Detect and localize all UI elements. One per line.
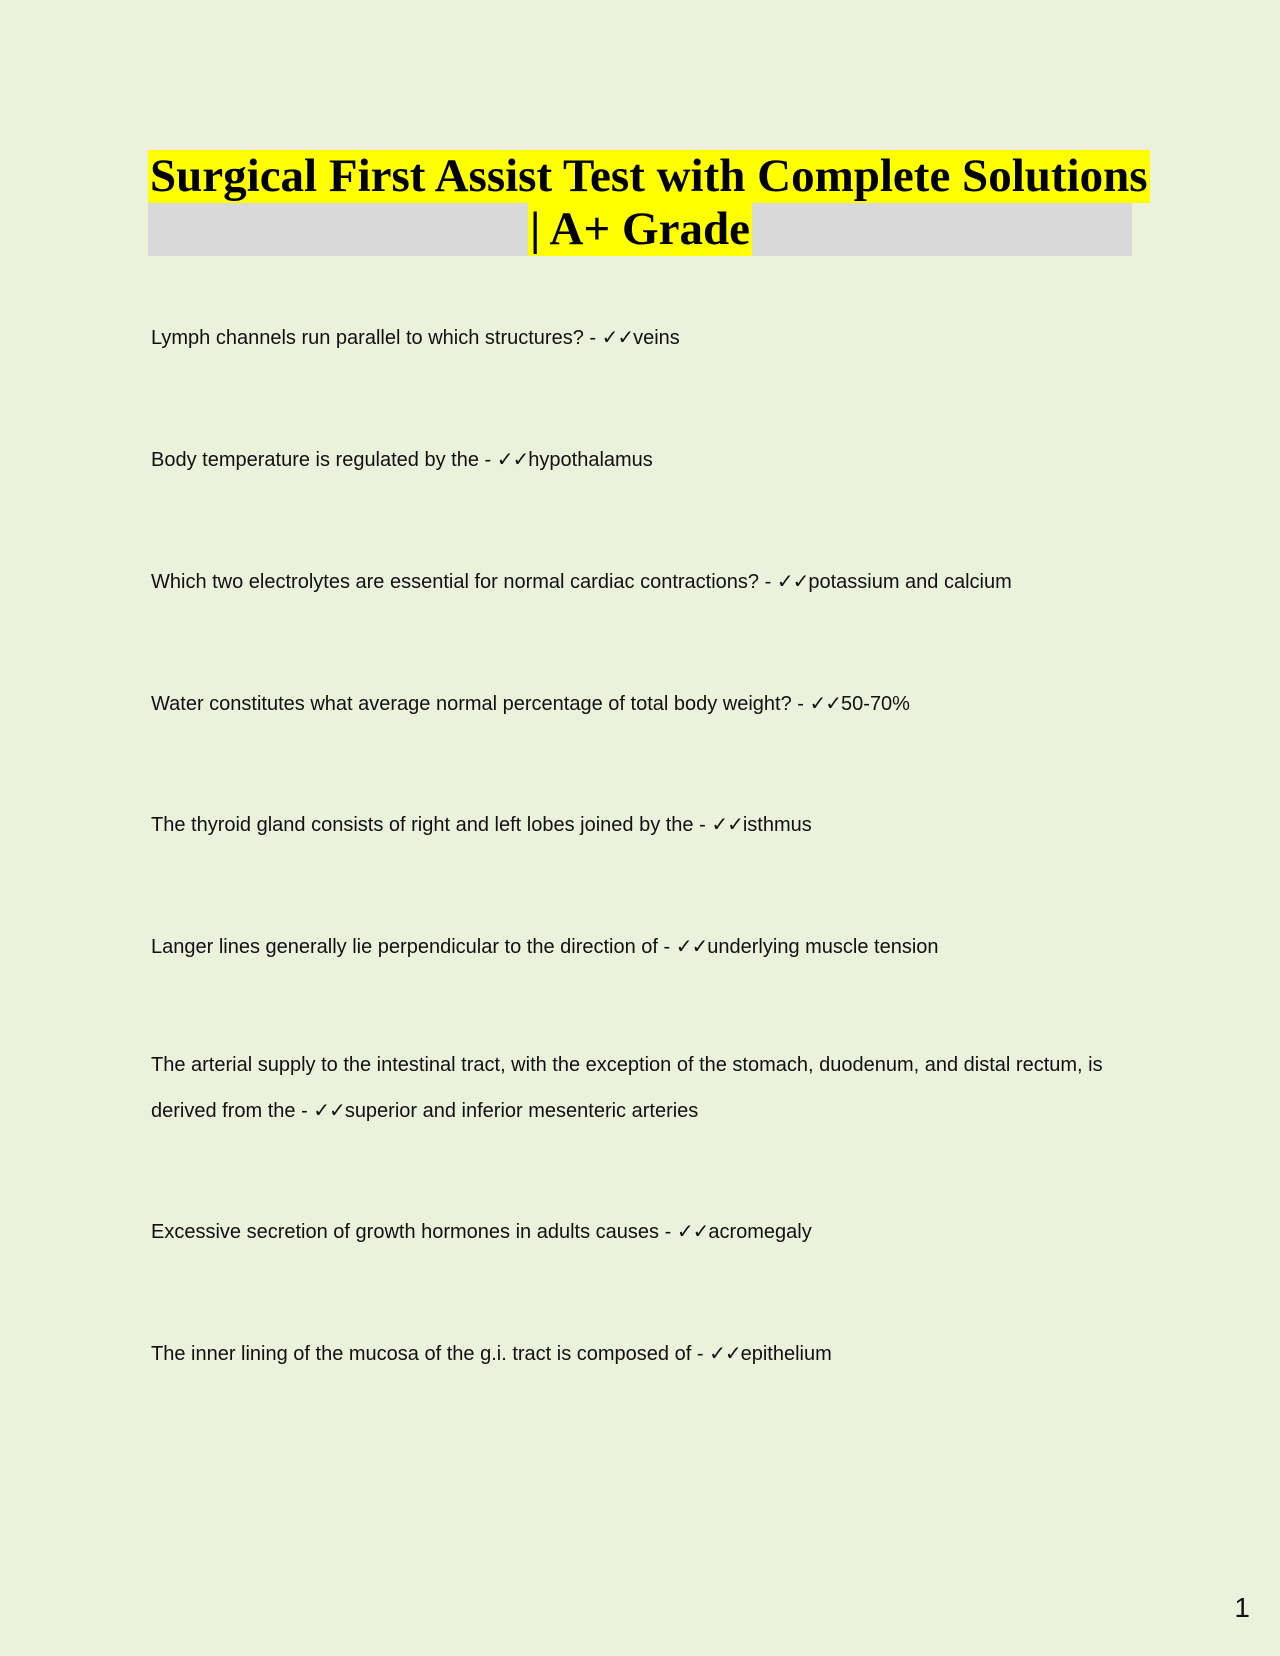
separator: - xyxy=(295,1100,314,1122)
double-check-icon: ✓✓ xyxy=(711,812,743,836)
question-text: Lymph channels run parallel to which structures? xyxy=(151,327,584,349)
answer-text: potassium and calcium xyxy=(808,571,1012,593)
document-title xyxy=(148,150,1148,256)
qa-item-2 xyxy=(151,437,1131,483)
qa-item-1 xyxy=(151,315,1131,361)
question-text: Langer lines generally lie perpendicular to the direction of xyxy=(151,936,658,958)
separator: - xyxy=(583,327,602,349)
double-check-icon: ✓✓ xyxy=(809,691,842,715)
qa-item-4 xyxy=(151,681,1131,727)
separator: - xyxy=(691,1343,710,1365)
answer-text: isthmus xyxy=(742,814,812,836)
answer-text: underlying muscle tension xyxy=(707,936,939,958)
title-line-1: Surgical First Assist Test with Complete Solutions xyxy=(150,150,1148,202)
answer-text: epithelium xyxy=(740,1343,832,1365)
double-check-icon: ✓✓ xyxy=(676,1219,709,1243)
answer-text: 50-70% xyxy=(841,693,910,715)
qa-item-7 xyxy=(151,1043,1131,1134)
question-text: Water constitutes what average normal percentage of total body weight? xyxy=(151,693,792,715)
separator: - xyxy=(759,571,777,593)
question-text: The thyroid gland consists of right and left lobes joined by the xyxy=(151,814,694,836)
separator: - xyxy=(478,449,497,471)
separator: - xyxy=(657,936,676,958)
page-number: 1 xyxy=(1234,1592,1250,1623)
double-check-icon: ✓✓ xyxy=(313,1098,345,1122)
question-text: The inner lining of the mucosa of the g.i. tract is composed of xyxy=(151,1343,692,1365)
qa-item-6 xyxy=(151,924,1131,970)
double-check-icon: ✓✓ xyxy=(675,934,708,958)
separator: - xyxy=(659,1221,677,1243)
qa-item-8 xyxy=(151,1209,1131,1255)
answer-text: acromegaly xyxy=(708,1221,812,1243)
answer-text: hypothalamus xyxy=(528,449,653,471)
qa-item-3 xyxy=(151,559,1131,605)
double-check-icon: ✓✓ xyxy=(776,569,809,593)
qa-item-5 xyxy=(151,802,1131,848)
double-check-icon: ✓✓ xyxy=(601,325,634,349)
question-text: Excessive secretion of growth hormones in adults causes xyxy=(151,1221,660,1243)
separator: - xyxy=(693,814,712,836)
question-text: Which two electrolytes are essential for normal cardiac contractions? xyxy=(151,571,760,593)
answer-text: veins xyxy=(633,327,680,349)
double-check-icon: ✓✓ xyxy=(709,1341,741,1365)
answer-text: superior and inferior mesenteric arteries xyxy=(344,1100,699,1122)
question-text: The arterial supply to the intestinal tract, with the exception of the stomach, duodenum, and distal rectum, is derived from the xyxy=(151,1054,1109,1122)
qa-item-9 xyxy=(151,1331,1131,1377)
separator: - xyxy=(791,693,810,715)
question-text: Body temperature is regulated by the xyxy=(151,449,479,471)
double-check-icon: ✓✓ xyxy=(496,447,529,471)
title-line-2: | A+ Grade xyxy=(530,203,750,255)
